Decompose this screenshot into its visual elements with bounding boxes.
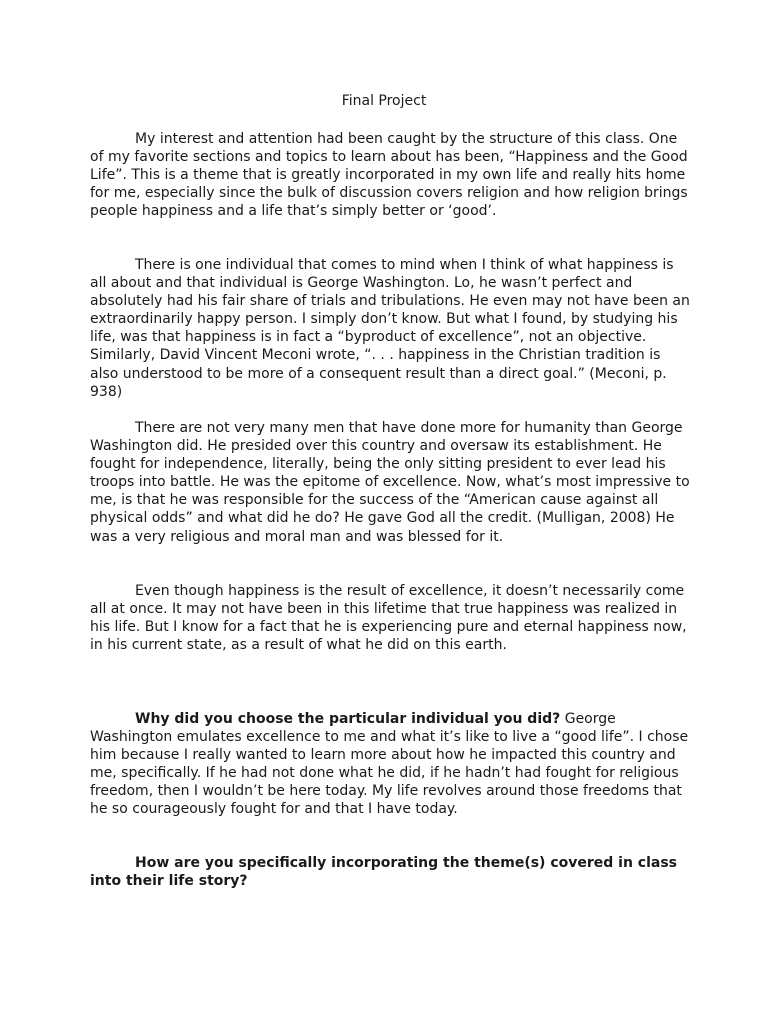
question-1-heading: Why did you choose the particular individual you did?: [135, 711, 561, 727]
paragraph-3: There are not very many men that have done more for humanity than George Washington did. He presided over this country and oversaw its establishment. He fought for independence, literally, being the only sitting president to ever lead his troops into battle. He was the epitome of excellence. Now, what’s most impressive to me, is that he was responsible for the success of the “American cause against all physical odds” and what did he do? He gave God all the credit. (Mulligan, 2008) He was a very religious and moral man and was blessed for it.: [90, 420, 690, 545]
question-1-answer: George Washington emulates excellence to me and what it’s like to live a “good life”. I chose him because I really wanted to learn more about how he impacted this country and me, specifically. If he had not done what he did, if he hadn’t had fought for religious freedom, then I wouldn’t be here today. My life revolves around those freedoms that he so courageously fought for and that I have today.: [90, 711, 689, 818]
question-2-heading: How are you specifically incorporating the theme(s) covered in class into their life story?: [90, 855, 678, 890]
question-1-paragraph: [90, 710, 690, 819]
paragraph-4: Even though happiness is the result of excellence, it doesn’t necessarily come all at once. It may not have been in this lifetime that true happiness was realized in his life. But I know for a fact that he is experiencing pure and eternal happiness now, in his current state, as a result of what he did on this earth.: [90, 583, 687, 654]
paragraph-2: There is one individual that comes to mind when I think of what happiness is all about and that individual is George Washington. Lo, he wasn’t perfect and absolutely had his fair share of trials and tribulations. He even may not have been an extraordinarily happy person. I simply don’t know. But what I found, by studying his life, was that happiness is in fact a “byproduct of excellence”, not an objective. Similarly, David Vincent Meconi wrote, “. . . happiness in the Christian tradition is also understood to be more of a consequent result than a direct goal.” (Meconi, p. 938): [90, 257, 690, 400]
paragraph-1: My interest and attention had been caught by the structure of this class. One of my favorite sections and topics to learn about has been, “Happiness and the Good Life”. This is a theme that is greatly incorporated in my own life and really hits home for me, especially since the bulk of discussion covers religion and how religion brings people happiness and a life that’s simply better or ‘good’.: [90, 131, 688, 220]
page-title: Final Project: [341, 93, 427, 109]
